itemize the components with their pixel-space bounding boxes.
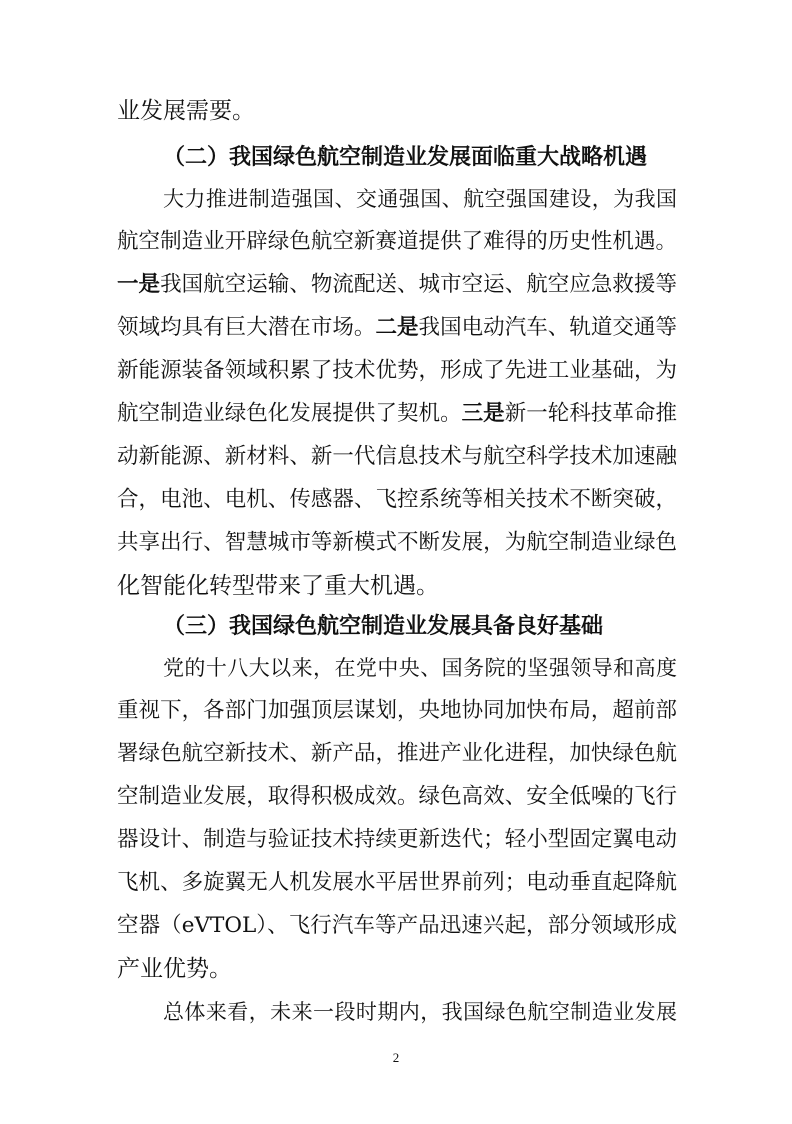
text-line (117, 825, 677, 855)
heading-text: （二）我国绿色航空制造业发展面临重大战略机遇 (163, 145, 648, 170)
emphasis-label: 二是 (375, 315, 419, 340)
text-line (117, 313, 677, 343)
text-line (117, 954, 677, 984)
text-span: 合，电池、电机、传感器、飞控系统等相关技术不断突破， (117, 487, 677, 512)
section-heading (163, 612, 677, 642)
text-line (117, 96, 677, 126)
text-span: 空器（eVTOL）、飞行汽车等产品迅速兴起，部分领域形成 (117, 913, 677, 938)
text-line (163, 997, 677, 1027)
text-span: 航空制造业开辟绿色航空新赛道提供了难得的历史性机遇。 (117, 229, 677, 254)
heading-text: （三）我国绿色航空制造业发展具备良好基础 (163, 614, 604, 639)
section-heading (163, 143, 677, 173)
text-span: 领域均具有巨大潜在市场。 (117, 315, 376, 340)
text-span: 化智能化转型带来了重大机遇。 (117, 573, 439, 599)
text-line (163, 184, 677, 214)
text-span: 总体来看，未来一段时期内，我国绿色航空制造业发展 (163, 1000, 677, 1024)
text-span: 我国航空运输、物流配送、城市空运、航空应急救援等 (160, 272, 677, 297)
text-line (117, 739, 677, 769)
text-span: 业发展需要。 (117, 98, 255, 124)
text-span: 飞机、多旋翼无人机发展水平居世界前列；电动垂直起降航 (117, 870, 677, 895)
text-span: 产业优势。 (117, 956, 232, 982)
text-span: 署绿色航空新技术、新产品，推进产业化进程，加快绿色航 (117, 741, 677, 766)
text-line (117, 270, 677, 300)
text-span: 动新能源、新材料、新一代信息技术与航空科学技术加速融 (117, 444, 677, 469)
text-span: 器设计、制造与验证技术持续更新迭代；轻小型固定翼电动 (117, 827, 677, 852)
text-line (117, 356, 677, 386)
text-line (117, 485, 677, 515)
text-line (117, 782, 677, 812)
text-span: 重视下，各部门加强顶层谋划，央地协同加快布局，超前部 (117, 698, 677, 723)
emphasis-label: 三是 (461, 401, 505, 426)
text-span: 新能源装备领域积累了技术优势，形成了先进工业基础，为 (117, 358, 677, 383)
text-span: 共享出行、智慧城市等新模式不断发展，为航空制造业绿色 (117, 530, 677, 555)
text-span: 党的十八大以来，在党中央、国务院的坚强领导和高度 (163, 656, 677, 680)
text-span: 空制造业发展，取得积极成效。绿色高效、安全低噪的飞行 (117, 784, 677, 809)
text-line (163, 653, 677, 683)
text-line (117, 696, 677, 726)
text-span: 航空制造业绿色化发展提供了契机。 (117, 401, 462, 426)
page-number: 2 (392, 1050, 400, 1065)
text-span: 新一轮科技革命推 (504, 401, 677, 426)
text-line (117, 911, 677, 941)
text-line (117, 227, 677, 257)
text-line (117, 571, 677, 601)
text-line (117, 528, 677, 558)
text-line (117, 442, 677, 472)
text-span: 大力推进制造强国、交通强国、航空强国建设，为我国 (163, 187, 677, 211)
text-line (117, 868, 677, 898)
emphasis-label: 一是 (117, 272, 161, 297)
text-span: 我国电动汽车、轨道交通等 (418, 315, 677, 340)
text-line (117, 399, 677, 429)
